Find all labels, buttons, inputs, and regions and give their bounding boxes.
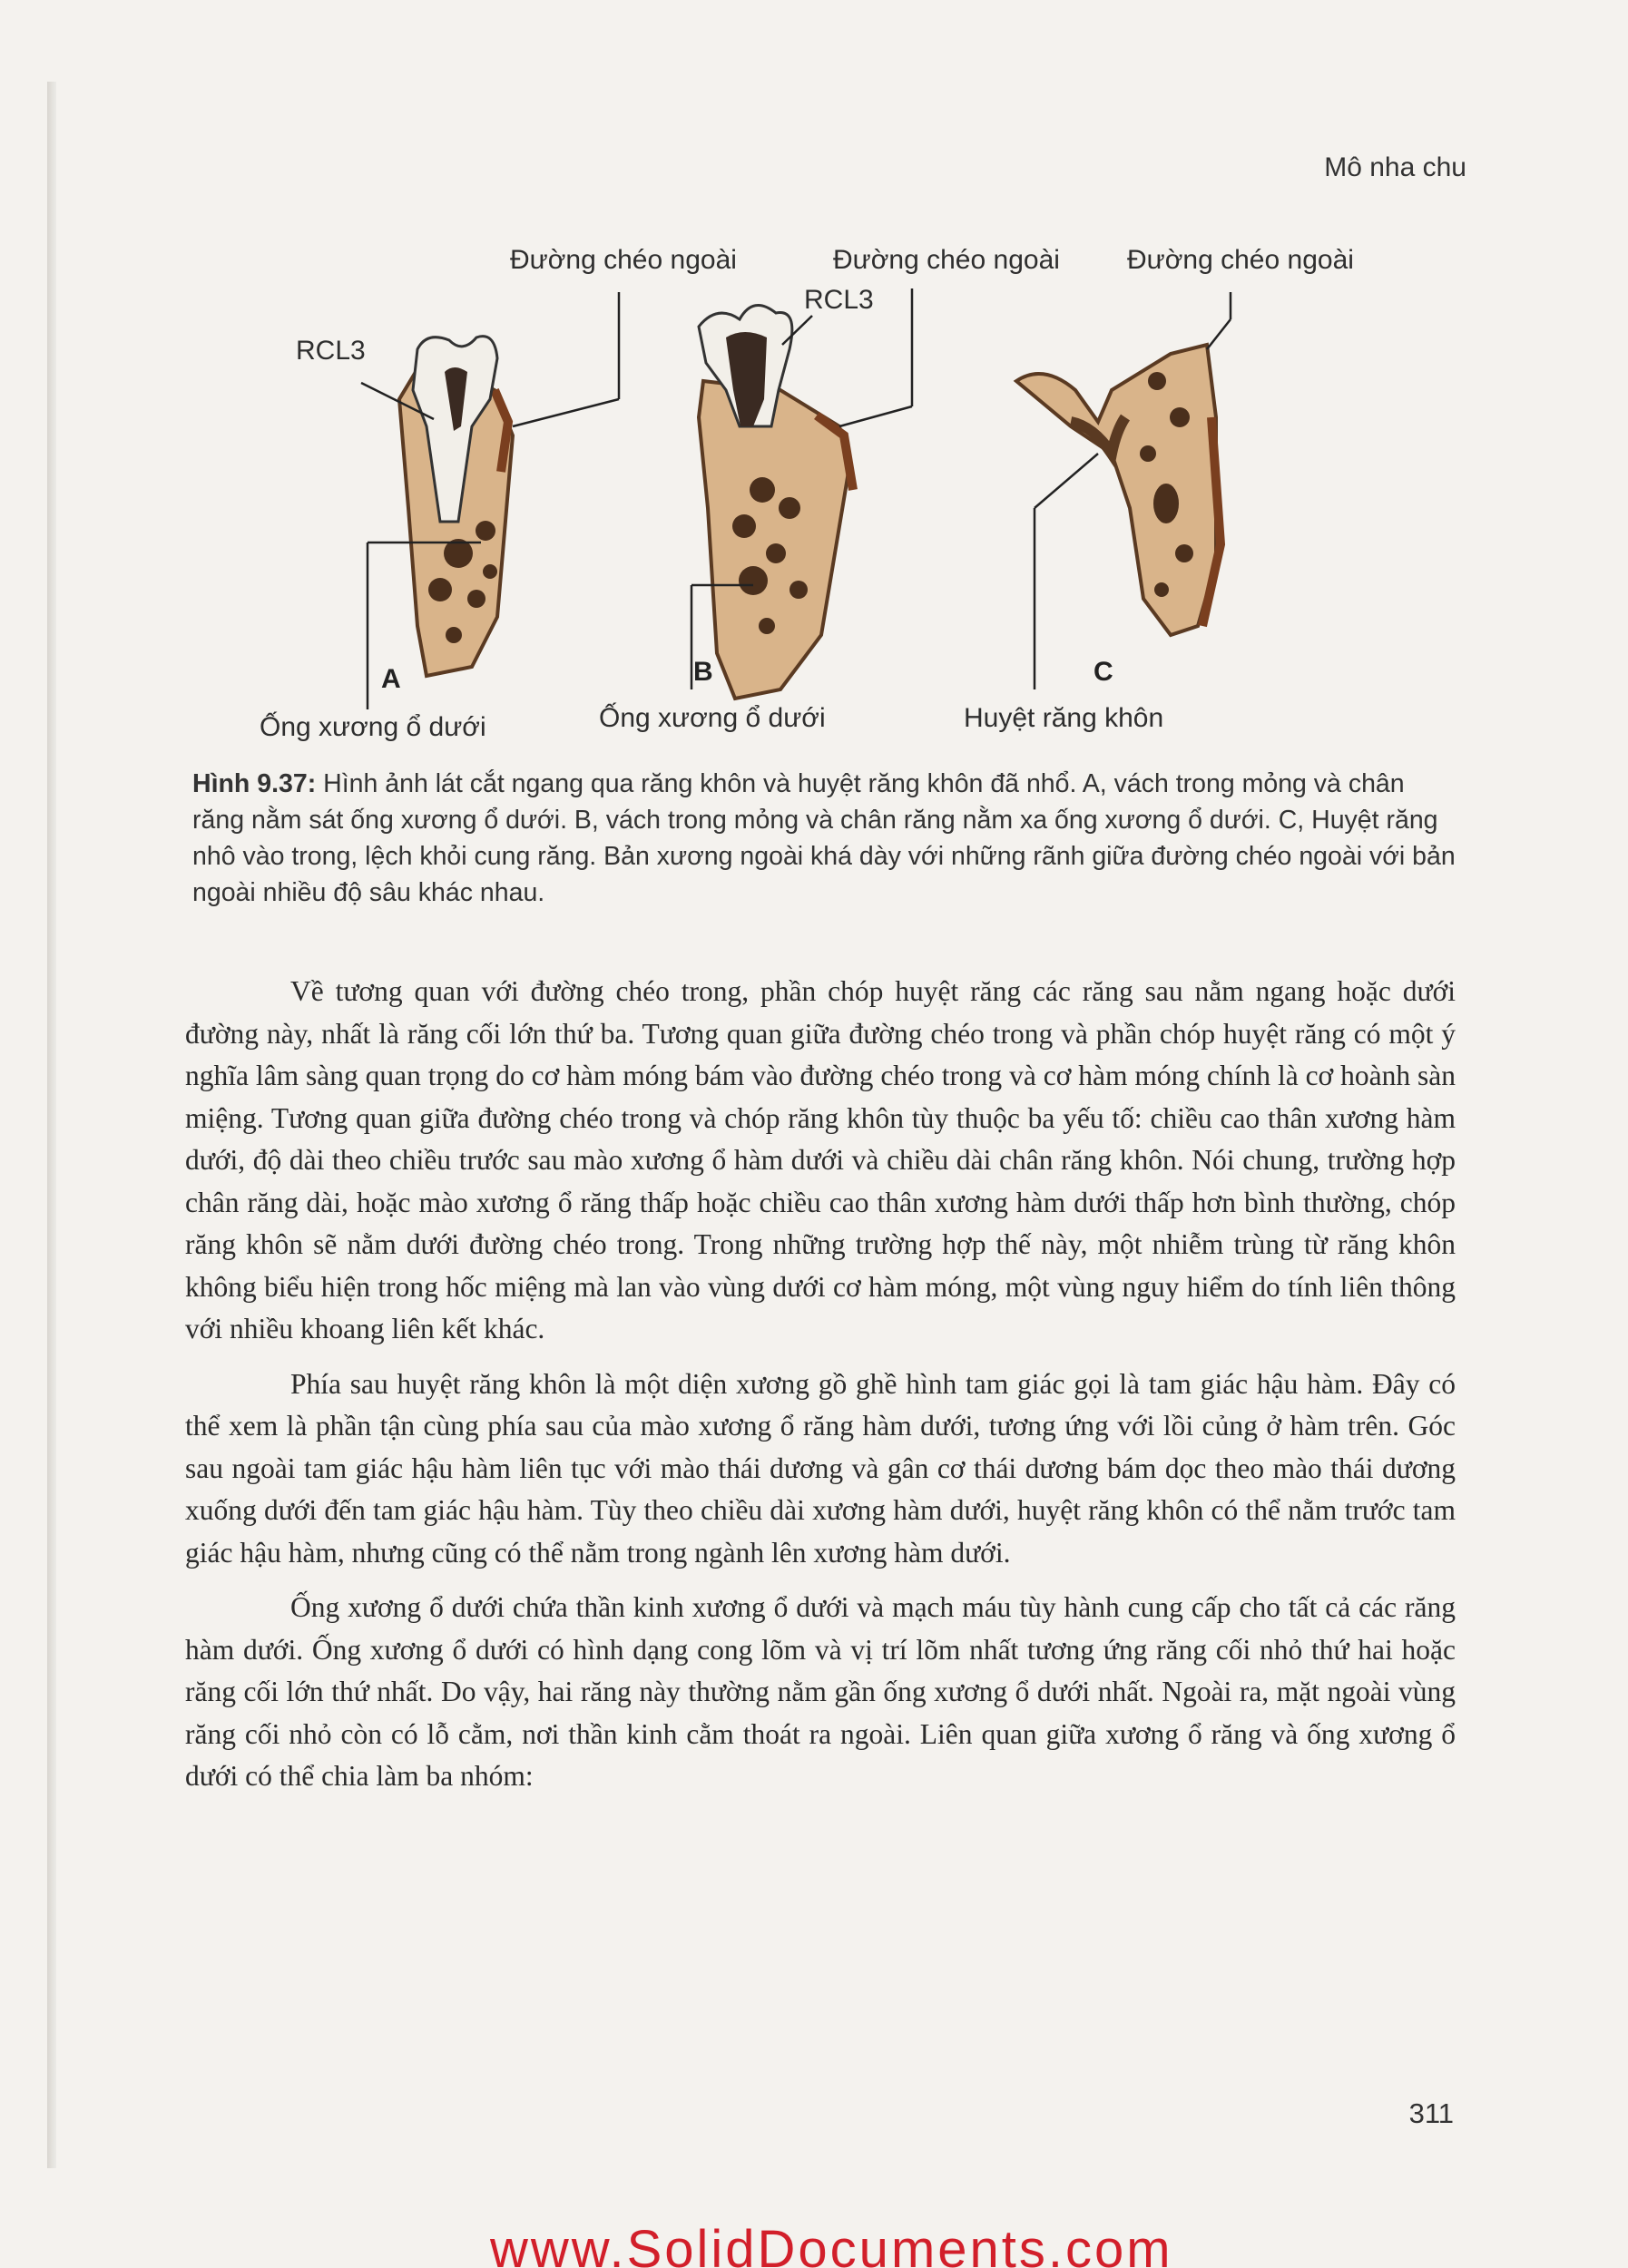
paragraph-3: Ống xương ổ dưới chứa thần kinh xương ổ dưới và mạch máu tùy hành cung cấp cho tất cả các răng hàm dưới. Ống xương ổ dưới có hình dạng cong lõm và vị trí lõm nhất tương ứng răng cối nhỏ thứ hai hoặc răng cối lớn thứ nhất. Do vậy, hai răng này thường nằm gần ống xương ổ dưới nhất. Ngoài ra, mặt ngoài vùng răng cối nhỏ còn có lỗ cằm, nơi thần kinh cằm thoát ra ngoài. Liên quan giữa xương ổ răng và ống xương ổ dưới có thể chia làm ba nhóm:	[185, 1591, 1456, 1792]
section-c-illustration	[1016, 292, 1231, 689]
label-a-inferior-alveolar-canal: Ống xương ổ dưới	[260, 712, 486, 742]
paragraph-2: Phía sau huyệt răng khôn là một diện xương gồ ghề hình tam giác gọi là tam giác hậu hàm. Đây có thể xem là phần tận cùng phía sau của mào xương ổ răng hàm dưới, tương ứng với lồi củng ở hàm trên. Góc sau ngoài tam giác hậu hàm liên tục với mào thái dương và gân cơ thái dương bám dọc theo mào thái dương xuống dưới đến tam giác hậu hàm. Tùy theo chiều dài xương hàm dưới, huyệt răng khôn có thể nằm trước tam giác hậu hàm, nhưng cũng có thể nằm trong ngành lên xương hàm dưới.	[185, 1367, 1456, 1569]
letter-c: C	[1094, 657, 1113, 687]
running-header: Mô nha chu	[1324, 152, 1466, 182]
caption-text: Hình ảnh lát cắt ngang qua răng khôn và huyệt răng khôn đã nhổ. A, vách trong mỏng và chân răng nằm sát ống xương ổ dưới. B, vách trong mỏng và chân răng nằm xa ống xương ổ dưới. C, Huyệt răng nhô vào trong, lệch khỏi cung răng. Bản xương ngoài khá dày với những rãnh giữa đường chéo ngoài với bản ngoài nhiều độ sâu khác nhau.	[192, 769, 1456, 907]
page-number: 311	[1408, 2097, 1454, 2129]
label-b-rcl3: RCL3	[804, 285, 874, 315]
label-a-rcl3: RCL3	[296, 336, 366, 366]
section-a-illustration	[361, 292, 619, 709]
paragraph-1: Về tương quan với đường chéo trong, phần chóp huyệt răng các răng sau nằm ngang hoặc dưới đường này, nhất là răng cối lớn thứ ba. Tương quan giữa đường chéo trong và phần chóp huyệt răng có một ý nghĩa lâm sàng quan trọng do cơ hàm móng bám vào đường chéo trong và cơ hàm móng chính là cơ hoành sàn miệng. Tương quan giữa đường chéo trong và chóp răng khôn tùy thuộc ba yếu tố: chiều cao thân xương hàm dưới, độ dài theo chiều trước sau mào xương ổ hàm dưới và chiều dài chân răng khôn. Nói chung, trường hợp chân răng dài, hoặc mào xương ổ răng thấp hoặc chiều cao thân xương hàm dưới thấp hơn bình thường, chóp răng khôn sẽ nằm dưới đường chéo trong. Trong những trường hợp thế này, một nhiễm trùng từ răng khôn không biểu hiện trong hốc miệng mà lan vào vùng dưới cơ hàm móng, một vùng nguy hiểm do tính liên thông với nhiều khoang liên kết khác.	[185, 975, 1456, 1344]
footer-watermark: www.SolidDocuments.com	[490, 2220, 1173, 2268]
label-b-inferior-alveolar-canal: Ống xương ổ dưới	[599, 703, 826, 733]
body-text	[185, 971, 1456, 1811]
label-a-external-oblique-line: Đường chéo ngoài	[510, 245, 737, 275]
section-b-illustration	[691, 288, 912, 699]
label-b-external-oblique-line: Đường chéo ngoài	[833, 245, 1060, 275]
figure-caption	[192, 766, 1463, 911]
letter-b: B	[693, 657, 713, 687]
label-c-external-oblique-line: Đường chéo ngoài	[1127, 245, 1354, 275]
caption-title: Hình 9.37:	[192, 769, 317, 798]
tooth-cross-section-figure	[0, 0, 1628, 726]
label-c-wisdom-tooth-socket: Huyệt răng khôn	[964, 703, 1164, 733]
letter-a: A	[381, 664, 401, 694]
